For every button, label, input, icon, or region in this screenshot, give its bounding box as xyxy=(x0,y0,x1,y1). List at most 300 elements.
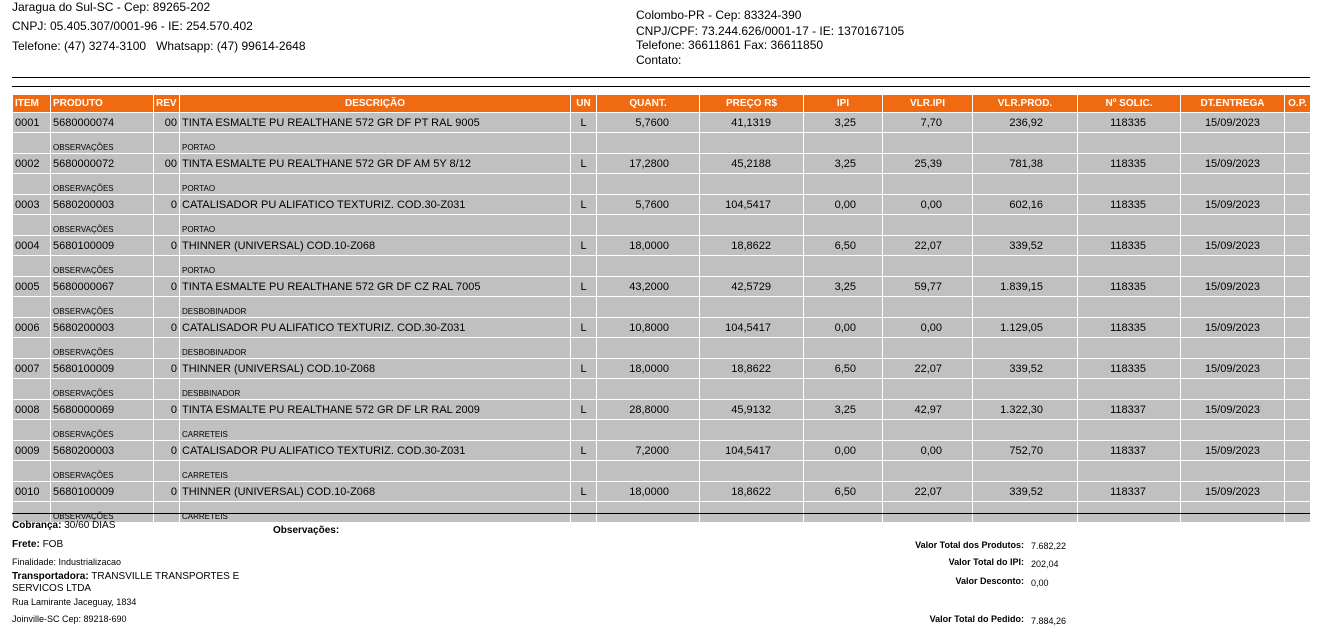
cell-op xyxy=(1285,400,1311,420)
observation-row xyxy=(13,256,1311,277)
obs-cell xyxy=(1181,502,1285,523)
obs-cell xyxy=(1181,215,1285,236)
obs-cell xyxy=(1181,379,1285,400)
cell-item: 0002 xyxy=(13,154,51,174)
cell-item: 0007 xyxy=(13,359,51,379)
obs-label: OBSERVAÇÕES xyxy=(51,379,154,400)
obs-cell xyxy=(571,420,597,441)
transp-address: Rua Lamirante Jaceguay, 1834 xyxy=(12,597,137,607)
cell-preco: 41,1319 xyxy=(700,113,804,133)
cell-un: L xyxy=(571,154,597,174)
obs-value: PORTAO xyxy=(180,174,571,195)
obs-cell xyxy=(973,379,1078,400)
table-row xyxy=(13,482,1311,502)
cell-preco: 18,8622 xyxy=(700,236,804,256)
cell-produto: 5680200003 xyxy=(51,318,154,338)
cell-vlr_ipi: 25,39 xyxy=(883,154,973,174)
cell-quant: 5,7600 xyxy=(597,113,700,133)
cell-ipi: 0,00 xyxy=(804,195,883,215)
obs-cell xyxy=(1078,256,1181,277)
cell-quant: 18,0000 xyxy=(597,482,700,502)
obs-label: OBSERVAÇÕES xyxy=(51,133,154,154)
obs-cell xyxy=(804,215,883,236)
cell-item: 0010 xyxy=(13,482,51,502)
transp-label: Transportadora: xyxy=(12,571,89,582)
obs-cell xyxy=(700,133,804,154)
table-row xyxy=(13,400,1311,420)
obs-cell xyxy=(700,379,804,400)
obs-cell xyxy=(804,502,883,523)
obs-cell xyxy=(571,338,597,359)
cell-vlr_prod: 752,70 xyxy=(973,441,1078,461)
cell-rev: 0 xyxy=(154,236,180,256)
transp-value: TRANSVILLE TRANSPORTES E xyxy=(91,571,240,582)
obs-cell xyxy=(883,297,973,318)
finalidade: Finalidade: Industrializacao xyxy=(12,557,122,567)
obs-cell xyxy=(700,297,804,318)
obs-cell xyxy=(700,502,804,523)
column-header: UN xyxy=(571,95,597,113)
cell-desc: CATALISADOR PU ALIFATICO TEXTURIZ. COD.30-Z031 xyxy=(180,318,571,338)
client-contact: Contato: xyxy=(636,53,682,67)
cell-preco: 104,5417 xyxy=(700,318,804,338)
supplier-cnpj: CNPJ: 05.405.307/0001-96 - IE: 254.570.402 xyxy=(12,19,253,33)
obs-label: OBSERVAÇÕES xyxy=(51,215,154,236)
cell-produto: 5680200003 xyxy=(51,441,154,461)
obs-cell xyxy=(973,297,1078,318)
obs-label: OBSERVAÇÕES xyxy=(51,461,154,482)
observacoes-label: Observações: xyxy=(273,525,340,536)
obs-cell xyxy=(597,174,700,195)
cell-entrega: 15/09/2023 xyxy=(1181,277,1285,297)
cell-desc: CATALISADOR PU ALIFATICO TEXTURIZ. COD.30-Z031 xyxy=(180,441,571,461)
cell-un: L xyxy=(571,318,597,338)
divider xyxy=(12,77,1310,78)
cell-quant: 17,2800 xyxy=(597,154,700,174)
divider xyxy=(12,86,1310,87)
cell-solic: 118335 xyxy=(1078,113,1181,133)
obs-cell xyxy=(973,461,1078,482)
cell-produto: 5680100009 xyxy=(51,236,154,256)
obs-cell xyxy=(597,502,700,523)
obs-cell xyxy=(804,297,883,318)
obs-cell xyxy=(700,256,804,277)
cell-entrega: 15/09/2023 xyxy=(1181,400,1285,420)
cell-solic: 118335 xyxy=(1078,359,1181,379)
obs-cell xyxy=(973,502,1078,523)
cell-vlr_prod: 781,38 xyxy=(973,154,1078,174)
cell-entrega: 15/09/2023 xyxy=(1181,236,1285,256)
observation-row xyxy=(13,215,1311,236)
total-ipi-value: 202,04 xyxy=(1031,559,1059,569)
cell-quant: 43,2000 xyxy=(597,277,700,297)
cell-desc: THINNER (UNIVERSAL) COD.10-Z068 xyxy=(180,359,571,379)
frete-label: Frete: xyxy=(12,539,40,550)
discount-value: 0,00 xyxy=(1031,578,1049,588)
client-address: Colombo-PR - Cep: 83324-390 xyxy=(636,8,802,22)
obs-cell xyxy=(571,379,597,400)
cell-un: L xyxy=(571,482,597,502)
cell-ipi: 6,50 xyxy=(804,482,883,502)
obs-cell xyxy=(804,174,883,195)
obs-cell xyxy=(1181,338,1285,359)
transp-city: Joinville-SC Cep: 89218-690 xyxy=(12,614,127,624)
cell-ipi: 3,25 xyxy=(804,154,883,174)
obs-cell xyxy=(1181,461,1285,482)
obs-cell xyxy=(13,174,51,195)
obs-cell xyxy=(700,215,804,236)
cell-vlr_ipi: 22,07 xyxy=(883,359,973,379)
obs-cell xyxy=(154,461,180,482)
obs-cell xyxy=(1285,133,1311,154)
column-header: DT.ENTREGA xyxy=(1181,95,1285,113)
cell-ipi: 6,50 xyxy=(804,236,883,256)
obs-cell xyxy=(597,215,700,236)
column-header: VLR.PROD. xyxy=(973,95,1078,113)
cell-preco: 18,8622 xyxy=(700,482,804,502)
cell-vlr_ipi: 0,00 xyxy=(883,195,973,215)
cell-un: L xyxy=(571,236,597,256)
cell-quant: 18,0000 xyxy=(597,236,700,256)
cell-rev: 00 xyxy=(154,154,180,174)
cell-rev: 0 xyxy=(154,318,180,338)
cell-vlr_ipi: 22,07 xyxy=(883,482,973,502)
obs-cell xyxy=(154,174,180,195)
observation-row xyxy=(13,420,1311,441)
cell-entrega: 15/09/2023 xyxy=(1181,318,1285,338)
obs-cell xyxy=(883,502,973,523)
cell-item: 0003 xyxy=(13,195,51,215)
observation-row xyxy=(13,379,1311,400)
cell-produto: 5680000074 xyxy=(51,113,154,133)
obs-cell xyxy=(973,174,1078,195)
obs-cell xyxy=(154,502,180,523)
column-header: O.P. xyxy=(1285,95,1311,113)
obs-cell xyxy=(883,461,973,482)
column-header: ITEM xyxy=(13,95,51,113)
obs-value: PORTAO xyxy=(180,215,571,236)
obs-cell xyxy=(571,215,597,236)
cell-vlr_prod: 339,52 xyxy=(973,482,1078,502)
table-row xyxy=(13,441,1311,461)
discount-label: Valor Desconto: xyxy=(955,576,1024,586)
obs-cell xyxy=(883,420,973,441)
obs-value: CARRETEIS xyxy=(180,420,571,441)
cell-un: L xyxy=(571,441,597,461)
cell-un: L xyxy=(571,277,597,297)
client-phone: Telefone: 36611861 Fax: 36611850 xyxy=(636,38,824,52)
obs-cell xyxy=(13,461,51,482)
divider xyxy=(12,513,1310,514)
cell-item: 0008 xyxy=(13,400,51,420)
cell-item: 0009 xyxy=(13,441,51,461)
cell-preco: 18,8622 xyxy=(700,359,804,379)
obs-cell xyxy=(700,420,804,441)
obs-cell xyxy=(1078,338,1181,359)
obs-cell xyxy=(597,338,700,359)
obs-value: PORTAO xyxy=(180,256,571,277)
cell-quant: 7,2000 xyxy=(597,441,700,461)
cell-rev: 0 xyxy=(154,195,180,215)
obs-cell xyxy=(13,297,51,318)
observation-row xyxy=(13,133,1311,154)
obs-cell xyxy=(883,174,973,195)
obs-cell xyxy=(1078,215,1181,236)
cell-ipi: 3,25 xyxy=(804,400,883,420)
cell-item: 0001 xyxy=(13,113,51,133)
cell-desc: TINTA ESMALTE PU REALTHANE 572 GR DF AM 5Y 8/12 xyxy=(180,154,571,174)
obs-cell xyxy=(597,256,700,277)
obs-value: PORTAO xyxy=(180,133,571,154)
table-row xyxy=(13,359,1311,379)
cell-entrega: 15/09/2023 xyxy=(1181,482,1285,502)
obs-cell xyxy=(883,256,973,277)
cell-quant: 10,8000 xyxy=(597,318,700,338)
observation-row xyxy=(13,297,1311,318)
obs-label: OBSERVAÇÕES xyxy=(51,338,154,359)
observation-row xyxy=(13,502,1311,523)
cell-preco: 104,5417 xyxy=(700,441,804,461)
obs-cell xyxy=(571,297,597,318)
column-header: DESCRIÇÃO xyxy=(180,95,571,113)
cell-op xyxy=(1285,482,1311,502)
cell-vlr_prod: 602,16 xyxy=(973,195,1078,215)
cell-item: 0004 xyxy=(13,236,51,256)
obs-label: OBSERVAÇÕES xyxy=(51,256,154,277)
obs-cell xyxy=(700,174,804,195)
column-header: PRODUTO xyxy=(51,95,154,113)
cell-ipi: 6,50 xyxy=(804,359,883,379)
obs-cell xyxy=(973,133,1078,154)
cobranca xyxy=(12,520,115,531)
cell-desc: TINTA ESMALTE PU REALTHANE 572 GR DF LR RAL 2009 xyxy=(180,400,571,420)
obs-cell xyxy=(154,256,180,277)
obs-cell xyxy=(804,461,883,482)
column-header: VLR.IPI xyxy=(883,95,973,113)
obs-cell xyxy=(13,133,51,154)
obs-cell xyxy=(700,338,804,359)
obs-cell xyxy=(1181,256,1285,277)
column-header: REV xyxy=(154,95,180,113)
obs-cell xyxy=(1285,338,1311,359)
cell-vlr_prod: 1.322,30 xyxy=(973,400,1078,420)
cell-produto: 5680200003 xyxy=(51,195,154,215)
observation-row xyxy=(13,461,1311,482)
obs-cell xyxy=(13,379,51,400)
cell-rev: 0 xyxy=(154,400,180,420)
obs-label: OBSERVAÇÕES xyxy=(51,502,154,523)
obs-cell xyxy=(1285,297,1311,318)
cell-solic: 118335 xyxy=(1078,195,1181,215)
cell-ipi: 3,25 xyxy=(804,277,883,297)
obs-cell xyxy=(597,133,700,154)
cell-entrega: 15/09/2023 xyxy=(1181,154,1285,174)
cell-solic: 118335 xyxy=(1078,154,1181,174)
table-row xyxy=(13,236,1311,256)
obs-cell xyxy=(1078,133,1181,154)
obs-cell xyxy=(13,256,51,277)
cell-vlr_prod: 1.839,15 xyxy=(973,277,1078,297)
cell-solic: 118335 xyxy=(1078,277,1181,297)
cell-rev: 0 xyxy=(154,359,180,379)
obs-cell xyxy=(571,174,597,195)
obs-cell xyxy=(571,133,597,154)
obs-cell xyxy=(1078,174,1181,195)
observation-row xyxy=(13,174,1311,195)
obs-label: OBSERVAÇÕES xyxy=(51,174,154,195)
cell-desc: CATALISADOR PU ALIFATICO TEXTURIZ. COD.30-Z031 xyxy=(180,195,571,215)
cell-op xyxy=(1285,441,1311,461)
obs-cell xyxy=(571,256,597,277)
total-order-value: 7.884,26 xyxy=(1031,616,1067,626)
cell-vlr_prod: 339,52 xyxy=(973,236,1078,256)
column-header: QUANT. xyxy=(597,95,700,113)
obs-label: OBSERVAÇÕES xyxy=(51,420,154,441)
cell-preco: 104,5417 xyxy=(700,195,804,215)
table-row xyxy=(13,277,1311,297)
cell-op xyxy=(1285,359,1311,379)
obs-cell xyxy=(1078,461,1181,482)
obs-cell xyxy=(973,420,1078,441)
total-order-label: Valor Total do Pedido: xyxy=(929,614,1024,624)
cell-un: L xyxy=(571,359,597,379)
obs-cell xyxy=(154,133,180,154)
obs-cell xyxy=(804,256,883,277)
obs-cell xyxy=(804,420,883,441)
obs-value: CARRETEIS xyxy=(180,502,571,523)
obs-cell xyxy=(571,502,597,523)
column-header: Nº SOLIC. xyxy=(1078,95,1181,113)
cell-entrega: 15/09/2023 xyxy=(1181,195,1285,215)
cell-un: L xyxy=(571,400,597,420)
obs-cell xyxy=(1285,461,1311,482)
cell-vlr_prod: 339,52 xyxy=(973,359,1078,379)
cell-vlr_ipi: 59,77 xyxy=(883,277,973,297)
total-products-label: Valor Total dos Produtos: xyxy=(915,540,1024,550)
supplier-phone: Telefone: (47) 3274-3100 Whatsapp: (47) 99614-2648 xyxy=(12,39,306,53)
cobranca-value: 30/60 DIAS xyxy=(64,520,116,531)
table-row xyxy=(13,195,1311,215)
cell-vlr_ipi: 0,00 xyxy=(883,441,973,461)
obs-cell xyxy=(154,420,180,441)
items-table xyxy=(12,94,1311,523)
obs-cell xyxy=(597,297,700,318)
cell-solic: 118335 xyxy=(1078,318,1181,338)
cell-desc: TINTA ESMALTE PU REALTHANE 572 GR DF CZ RAL 7005 xyxy=(180,277,571,297)
obs-cell xyxy=(154,215,180,236)
obs-cell xyxy=(883,133,973,154)
table-header xyxy=(13,95,1311,113)
obs-cell xyxy=(1285,174,1311,195)
cell-entrega: 15/09/2023 xyxy=(1181,359,1285,379)
cell-produto: 5680100009 xyxy=(51,482,154,502)
cell-op xyxy=(1285,318,1311,338)
cell-produto: 5680000067 xyxy=(51,277,154,297)
cobranca-label: Cobrança: xyxy=(12,520,62,531)
obs-cell xyxy=(1078,297,1181,318)
obs-cell xyxy=(883,338,973,359)
observation-row xyxy=(13,338,1311,359)
obs-label: OBSERVAÇÕES xyxy=(51,297,154,318)
cell-rev: 0 xyxy=(154,277,180,297)
obs-cell xyxy=(597,461,700,482)
obs-cell xyxy=(1181,297,1285,318)
cell-rev: 0 xyxy=(154,441,180,461)
column-header: PREÇO R$ xyxy=(700,95,804,113)
column-header: IPI xyxy=(804,95,883,113)
cell-vlr_ipi: 22,07 xyxy=(883,236,973,256)
obs-cell xyxy=(1285,502,1311,523)
obs-cell xyxy=(597,420,700,441)
obs-cell xyxy=(13,338,51,359)
cell-un: L xyxy=(571,195,597,215)
cell-rev: 00 xyxy=(154,113,180,133)
obs-value: DESBBINADOR xyxy=(180,379,571,400)
obs-cell xyxy=(154,338,180,359)
obs-cell xyxy=(1181,174,1285,195)
obs-cell xyxy=(804,133,883,154)
obs-cell xyxy=(804,338,883,359)
cell-solic: 118337 xyxy=(1078,482,1181,502)
cell-op xyxy=(1285,277,1311,297)
cell-preco: 42,5729 xyxy=(700,277,804,297)
total-ipi-label: Valor Total do IPI: xyxy=(948,557,1024,567)
cell-vlr_prod: 1.129,05 xyxy=(973,318,1078,338)
transportadora xyxy=(12,571,239,582)
cell-ipi: 0,00 xyxy=(804,318,883,338)
obs-cell xyxy=(883,379,973,400)
supplier-address: Jaragua do Sul-SC - Cep: 89265-202 xyxy=(12,0,211,14)
obs-cell xyxy=(1181,420,1285,441)
obs-cell xyxy=(1181,133,1285,154)
obs-cell xyxy=(1285,215,1311,236)
obs-cell xyxy=(597,379,700,400)
obs-cell xyxy=(1285,379,1311,400)
table-row xyxy=(13,154,1311,174)
cell-produto: 5680100009 xyxy=(51,359,154,379)
obs-value: DESBOBINADOR xyxy=(180,338,571,359)
cell-preco: 45,2188 xyxy=(700,154,804,174)
cell-entrega: 15/09/2023 xyxy=(1181,441,1285,461)
cell-desc: THINNER (UNIVERSAL) COD.10-Z068 xyxy=(180,236,571,256)
obs-cell xyxy=(154,379,180,400)
cell-op xyxy=(1285,236,1311,256)
cell-op xyxy=(1285,113,1311,133)
cell-vlr_prod: 236,92 xyxy=(973,113,1078,133)
obs-cell xyxy=(700,461,804,482)
cell-preco: 45,9132 xyxy=(700,400,804,420)
cell-solic: 118337 xyxy=(1078,441,1181,461)
obs-cell xyxy=(1078,420,1181,441)
obs-value: CARRETEIS xyxy=(180,461,571,482)
frete xyxy=(12,539,63,550)
obs-cell xyxy=(1285,256,1311,277)
cell-op xyxy=(1285,195,1311,215)
table-row xyxy=(13,318,1311,338)
obs-cell xyxy=(973,215,1078,236)
cell-op xyxy=(1285,154,1311,174)
obs-cell xyxy=(1078,502,1181,523)
obs-cell xyxy=(154,297,180,318)
cell-quant: 18,0000 xyxy=(597,359,700,379)
obs-cell xyxy=(804,379,883,400)
cell-desc: THINNER (UNIVERSAL) COD.10-Z068 xyxy=(180,482,571,502)
cell-desc: TINTA ESMALTE PU REALTHANE 572 GR DF PT RAL 9005 xyxy=(180,113,571,133)
obs-cell xyxy=(1078,379,1181,400)
obs-cell xyxy=(13,420,51,441)
obs-cell xyxy=(571,461,597,482)
obs-cell xyxy=(883,215,973,236)
